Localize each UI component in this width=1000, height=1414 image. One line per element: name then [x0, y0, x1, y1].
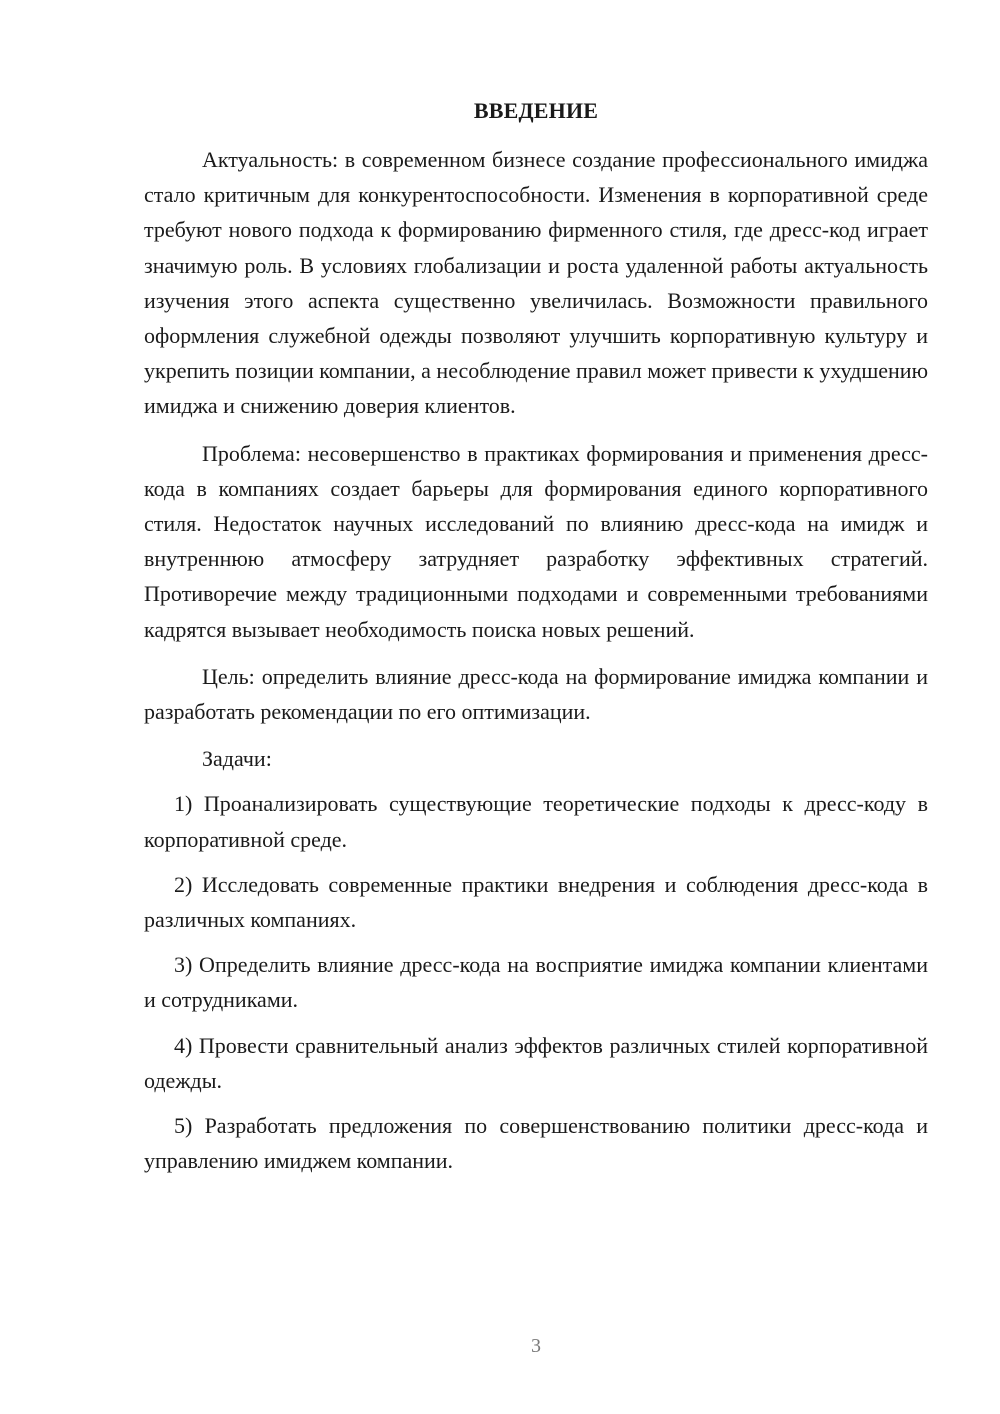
- page-number: 3: [531, 1335, 541, 1357]
- task-item: 1) Проанализировать существующие теоретические подходы к дресс-коду в корпоративной среде.: [144, 791, 928, 852]
- task-item: 2) Исследовать современные практики внедрения и соблюдения дресс-кода в различных компаниях.: [144, 871, 928, 933]
- goal-paragraph: Цель: определить влияние дресс-кода на формирование имиджа компании и разработать рекомендации по его оптимизации.: [144, 663, 928, 725]
- problem-paragraph: Проблема: несовершенство в практиках формирования и применения дресс-кода в компаниях создает барьеры для формирования единого корпоративного стиля. Недостаток научных исследований по влиянию дресс-кода на имидж и внутреннюю атмосферу затрудняет разработку эффективных стратегий. Противоречие между традиционными подходами и современными требованиями кадрятся вызывает необходимость поиска новых решений.: [144, 440, 928, 642]
- task-item: 4) Провести сравнительный анализ эффектов различных стилей корпоративной одежды.: [144, 1032, 928, 1093]
- task-item: 3) Определить влияние дресс-кода на восприятие имиджа компании клиентами и сотрудниками.: [144, 952, 928, 1013]
- task-item: 5) Разработать предложения по совершенствованию политики дресс-кода и управлению имиджем компании.: [144, 1113, 928, 1174]
- relevance-paragraph: Актуальность: в современном бизнесе создание профессионального имиджа стало критичным для конкурентоспособности. Изменения в корпоративной среде требуют нового подхода к формированию фирменного стиля, где дресс-код играет значимую роль. В условиях глобализации и роста удаленной работы актуальность изучения этого аспекта существенно увеличилась. Возможности правильного оформления служебной одежды позволяют улучшить корпоративную культуру и укрепить позиции компании, а несоблюдение правил может привести к ухудшению имиджа и снижению доверия клиентов.: [144, 147, 928, 419]
- section-heading: ВВЕДЕНИЕ: [473, 98, 599, 123]
- tasks-label: Задачи:: [202, 746, 272, 772]
- document-body: [144, 96, 928, 1188]
